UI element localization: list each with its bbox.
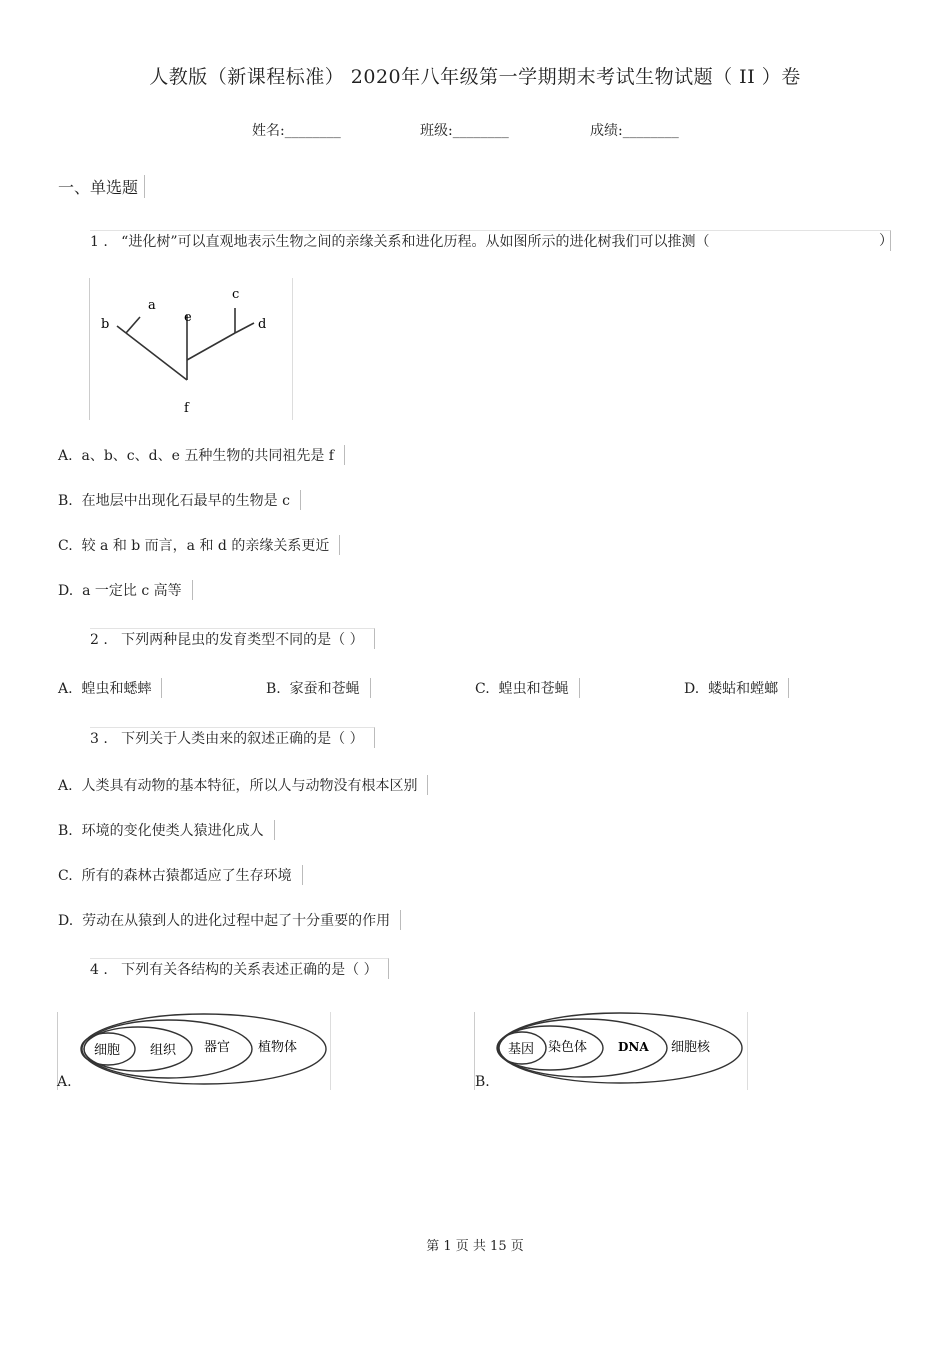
- q4-option-a[interactable]: [57, 1012, 331, 1090]
- label-tissue: 组织: [150, 1043, 177, 1058]
- page-number: 第 1 页 共 15 页: [426, 1239, 524, 1254]
- q2-option-c[interactable]: C. 蝗虫和苍蝇: [475, 678, 580, 698]
- q2-option-b[interactable]: B. 家蚕和苍蝇: [266, 678, 371, 698]
- q4-option-a-letter: A.: [57, 1074, 72, 1090]
- q2-option-a[interactable]: A. 蝗虫和蟋蟀: [58, 678, 162, 698]
- q3-option-a[interactable]: A. 人类具有动物的基本特征，所以人与动物没有根本区别: [58, 775, 428, 795]
- q4-option-b[interactable]: [474, 1012, 748, 1090]
- label-b: b: [101, 317, 110, 332]
- question-number: 2 .: [90, 632, 108, 648]
- q1-option-b[interactable]: B. 在地层中出现化石最早的生物是 c: [58, 490, 301, 510]
- label-c: c: [232, 287, 240, 302]
- label-gene: 基因: [508, 1042, 535, 1057]
- label-chromosome: 染色体: [548, 1040, 588, 1055]
- evolution-tree-diagram: [90, 278, 292, 420]
- question-text: 下列关于人类由来的叙述正确的是（ ）: [121, 731, 364, 747]
- class-field[interactable]: 班级:________: [420, 123, 509, 139]
- question-number: 3 .: [90, 731, 108, 747]
- question-text: 下列有关各结构的关系表述正确的是（ ）: [121, 962, 378, 978]
- score-field[interactable]: 成绩:________: [590, 123, 679, 139]
- label-cell: 细胞: [94, 1043, 121, 1058]
- label-d: d: [258, 317, 267, 332]
- q2-option-d[interactable]: D. 蝼蛄和螳螂: [684, 678, 789, 698]
- question-text: “进化树”可以直观地表示生物之间的亲缘关系和进化历程。从如图所示的进化树我们可以推测（: [121, 234, 710, 250]
- nested-ellipse-diagram-a: [58, 1012, 330, 1090]
- name-field[interactable]: 姓名:________: [252, 123, 341, 139]
- question-number: 1 .: [90, 234, 108, 250]
- page-title: 人教版（新课程标准） 2020年八年级第一学期期末考试生物试题（ II ）卷: [149, 66, 801, 88]
- label-e: e: [184, 310, 192, 325]
- nested-ellipse-diagram-b: [475, 1012, 747, 1090]
- label-plant: 植物体: [258, 1040, 298, 1055]
- question-1: [90, 230, 891, 251]
- q4-option-b-letter: B.: [475, 1074, 490, 1090]
- q3-option-b[interactable]: B. 环境的变化使类人猿进化成人: [58, 820, 275, 840]
- label-f: f: [184, 401, 189, 416]
- label-dna: DNA: [618, 1040, 649, 1054]
- q1-option-d[interactable]: D. a 一定比 c 高等: [58, 580, 193, 600]
- q1-option-a[interactable]: A. a、b、c、d、e 五种生物的共同祖先是 f: [58, 445, 345, 465]
- label-nucleus: 细胞核: [671, 1040, 711, 1055]
- q3-option-c[interactable]: C. 所有的森林古猿都适应了生存环境: [58, 865, 303, 885]
- question-4: [90, 958, 389, 979]
- question-3: [90, 727, 375, 748]
- q1-option-c[interactable]: C. 较 a 和 b 而言，a 和 d 的亲缘关系更近: [58, 535, 340, 555]
- question-text: 下列两种昆虫的发育类型不同的是（ ）: [121, 632, 364, 648]
- section-heading: 一、单选题: [58, 175, 145, 198]
- label-a: a: [148, 298, 156, 313]
- question-number: 4 .: [90, 962, 108, 978]
- question-2: [90, 628, 375, 649]
- question-paren: ）: [879, 233, 893, 249]
- label-organ: 器官: [204, 1040, 231, 1055]
- evolution-tree-figure: [89, 278, 293, 420]
- q3-option-d[interactable]: D. 劳动在从猿到人的进化过程中起了十分重要的作用: [58, 910, 401, 930]
